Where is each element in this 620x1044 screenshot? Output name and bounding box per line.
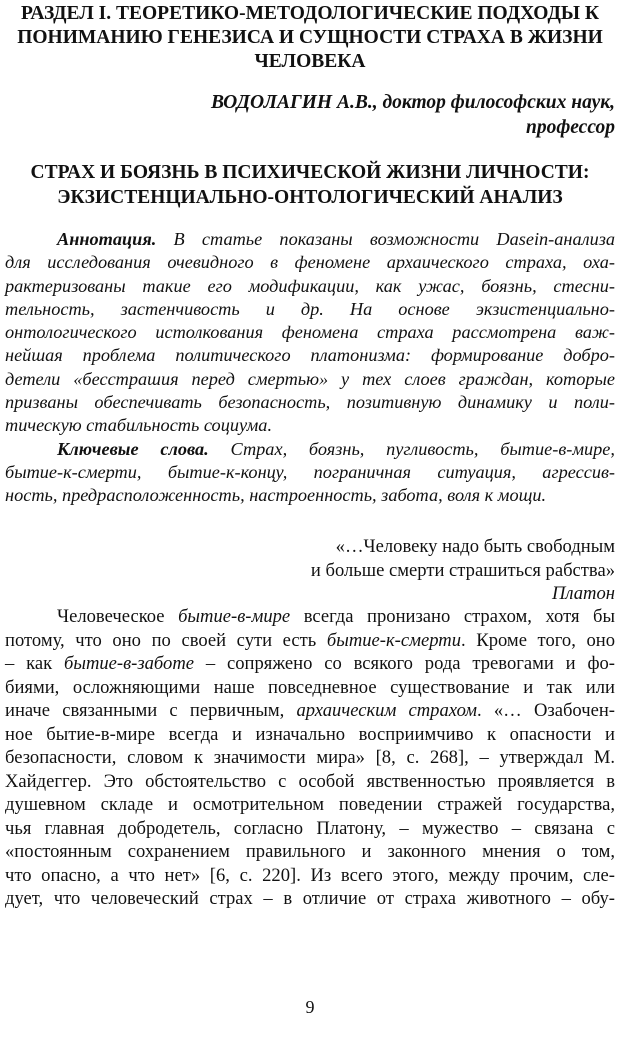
body-line [5,605,615,629]
body-text-span: . Кроме того, оно [461,629,616,651]
body-line: что опасно, а что нет» [6, с. 220]. Из всего этого, между прочим, сле- [5,864,615,886]
body-text-span: . «… Озабочен- [477,700,615,721]
body-text-span: всегда пронизано страхом, хотя бы [290,606,615,627]
body-line: душевном складе и осмотрительном поведении стражей государства, [5,794,615,815]
body-text-span: потому, что оно по своей сути есть [5,629,327,651]
body-line: дует, что человеческий страх – в отличие от страха животного – обу- [5,888,615,909]
body-line: «постоянным сохранением правильного и законного мнения о том, [5,841,615,862]
section-heading [5,2,615,74]
body-line: ное бытие-в-мире всегда и изначально восприимчиво к опасности и [5,723,615,745]
epigraph-line: и больше смерти страшиться рабства» [310,559,615,581]
keywords-line [5,438,615,461]
abstract [5,228,615,508]
body-text-span: Человеческое [57,606,179,627]
author-title: профессор [525,117,615,138]
abstract-line: тельность, застенчивость и др. На основе экзистенциально- [5,298,615,319]
body-line: безопасности, словом к значимости мира» [8, с. 268], – утверждал М. [5,747,615,768]
abstract-line: онтологического истолкования феномена страха рассмотрена важ- [5,322,615,343]
keywords-line: ность, предрасположенность, настроенность, забота, воля к мощи. [5,485,547,506]
abstract-line: нейшая проблема политического платонизма: формирование добро- [5,345,615,366]
abstract-label: Аннотация. [57,229,157,249]
body-line [5,699,615,723]
author-block [5,90,615,140]
keywords-text: Страх, боязнь, пугливость, бытие-в-мире, [208,438,615,459]
abstract-line [5,228,615,251]
page-number: 9 [305,997,315,1017]
article-title-line: СТРАХ И БОЯЗНЬ В ПСИХИЧЕСКОЙ ЖИЗНИ ЛИЧНОСТИ: [30,162,590,183]
epigraph-line: «…Человеку надо быть свободным [335,536,615,557]
section-heading-line: ПОНИМАНИЮ ГЕНЕЗИСА И СУЩНОСТИ СТРАХА В ЖИЗНИ [17,27,603,48]
section-heading-line: РАЗДЕЛ I. ТЕОРЕТИКО-МЕТОДОЛОГИЧЕСКИЕ ПОДХОДЫ К [20,3,600,24]
abstract-line: для исследования очевидного в феномене архаического страха, оха- [5,252,615,273]
body-term: бытие-в-заботе [64,653,195,674]
body-term: архаическим страхом [296,700,478,721]
abstract-line: призваны обеспечивать безопасность, позитивную динамику и поли- [5,392,615,413]
body-line: биями, осложняющими наше повседневное существование и так или [5,676,615,698]
body-line: чья главная добродетель, согласно Платону, – мужество – связана с [5,817,615,839]
abstract-line: рактеризованы такие его модификации, как ужас, боязнь, стесни- [5,275,615,296]
article-title-line: ЭКЗИСТЕНЦИАЛЬНО-ОНТОЛОГИЧЕСКИЙ АНАЛИЗ [57,187,563,208]
keywords-label: Ключевые слова. [57,438,209,459]
epigraph [5,535,615,606]
body-term: бытие-в-мире [178,606,291,627]
body-line: Хайдеггер. Это обстоятельство с особой явственностью проявляется в [5,770,615,792]
body-text [5,605,615,911]
keywords-line: бытие-к-смерти, бытие-к-концу, пограничная ситуация, агрессив- [5,461,615,482]
body-text-span: – как [5,653,64,674]
section-heading-line: ЧЕЛОВЕКА [254,51,366,72]
article-title [5,160,615,210]
body-line [5,629,615,653]
body-text-span: – сопряжено со всякого рода тревогами и фо- [194,653,615,674]
epigraph-source: Платон [551,583,615,604]
abstract-text: В статье показаны возможности Dasein-анализа [156,229,615,249]
author-name: ВОДОЛАГИН А.В., доктор философских наук, [210,92,615,113]
abstract-line: тическую стабильность социума. [5,415,273,436]
body-term: бытие-к-смерти [326,629,462,651]
body-line [5,652,615,676]
abstract-line: детели «бесстрашия перед смертью» у тех слоев граждан, которые [5,368,615,389]
body-text-span: иначе связанными с первичным, [5,700,297,721]
